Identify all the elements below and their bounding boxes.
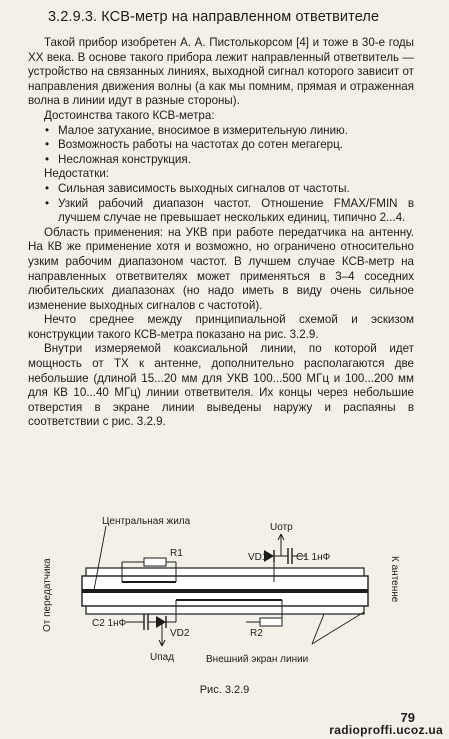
advantages-list xyxy=(28,124,414,168)
text-block-intro xyxy=(28,36,414,430)
page-number: 79 xyxy=(400,710,415,725)
label-u-fwd: Uпад xyxy=(150,652,175,663)
figure-caption: Рис. 3.2.9 xyxy=(199,684,250,696)
list-item: • Несложная конструкция. xyxy=(28,153,414,168)
label-vd2: VD2 xyxy=(170,628,190,639)
label-c2: С2 1нФ xyxy=(92,618,127,629)
label-from-tx: От передатчика xyxy=(42,558,53,632)
r2-resistor xyxy=(260,618,282,626)
section-heading: 3.2.9.3. КСВ-метр на направленном ответвителе xyxy=(48,9,380,25)
figure-3-2-9 xyxy=(26,512,426,672)
advantages-title: Достоинства такого КСВ-метра: xyxy=(44,108,215,122)
paragraph-coupler: Внутри измеряемой коаксиальной линии, по которой идет мощность от TX к антенне, дополнительно располагаются две небольшие (длиной 15...20 мм для УКВ 100...500 МГц и 100...200 мм для КВ 10...40 МГц) линии ответвителя. Их концы через небольшие отверстия в экране линии выведены наружу и распаяны в соответствии с рис. 3.2.9. xyxy=(28,342,414,429)
disadvantages-title: Недостатки: xyxy=(44,167,110,181)
r1-resistor xyxy=(144,558,166,566)
label-c1: С1 1нФ xyxy=(296,552,331,563)
paragraph-application: Область применения: на УКВ при работе передатчика на антенну. На КВ же применение хотя и возможно, но ограничено относительно узким рабочим диапазоном частот. В лучшем случае КСВ-метр на направленных ответвителях может применяться в 3–4 соседних любительских диапазонах (но надо иметь в виду очень сильное изменение выходных сигналов с частотой). xyxy=(28,225,414,312)
paragraph-intro: Такой прибор изобретен А. А. Пистолькорсом [4] и тоже в 30-е годы XX века. В основе такого прибора лежит направленный ответвитель — устройство на связанных линиях, выходной сигнал которого зависит от направления движения волны (а как мы помним, прямая и отраженная волна в линии идут в разные стороны). xyxy=(28,36,414,108)
label-u-refl: Uотр xyxy=(270,522,293,533)
label-r1: R1 xyxy=(170,548,183,559)
label-outer-shield: Внешний экран линии xyxy=(206,654,309,665)
footer-watermark: radioproffi.ucoz.ua xyxy=(329,723,443,737)
list-item: • Возможность работы на частотах до сотен мегагерц. xyxy=(28,138,414,153)
list-item: • Узкий рабочий диапазон частот. Отношение FMAX/FMIN в лучшем случае не превышает нескольких единиц, типично 2...4. xyxy=(28,197,414,226)
vd2-diode xyxy=(156,616,166,628)
coupler-schematic xyxy=(26,512,426,672)
list-item: • Малое затухание, вносимое в измерительную линию. xyxy=(28,124,414,139)
list-item: • Сильная зависимость выходных сигналов от частоты. xyxy=(28,182,414,197)
label-r2: R2 xyxy=(250,628,263,639)
label-center-conductor: Центральная жила xyxy=(102,516,191,527)
label-vd1: VD1 xyxy=(248,552,268,563)
disadvantages-list xyxy=(28,182,414,226)
label-to-antenna: К антенне xyxy=(389,556,400,603)
paragraph-figure-ref: Нечто среднее между принципиальной схемой и эскизом конструкции такого КСВ-метра показано на рис. 3.2.9. xyxy=(28,313,414,341)
